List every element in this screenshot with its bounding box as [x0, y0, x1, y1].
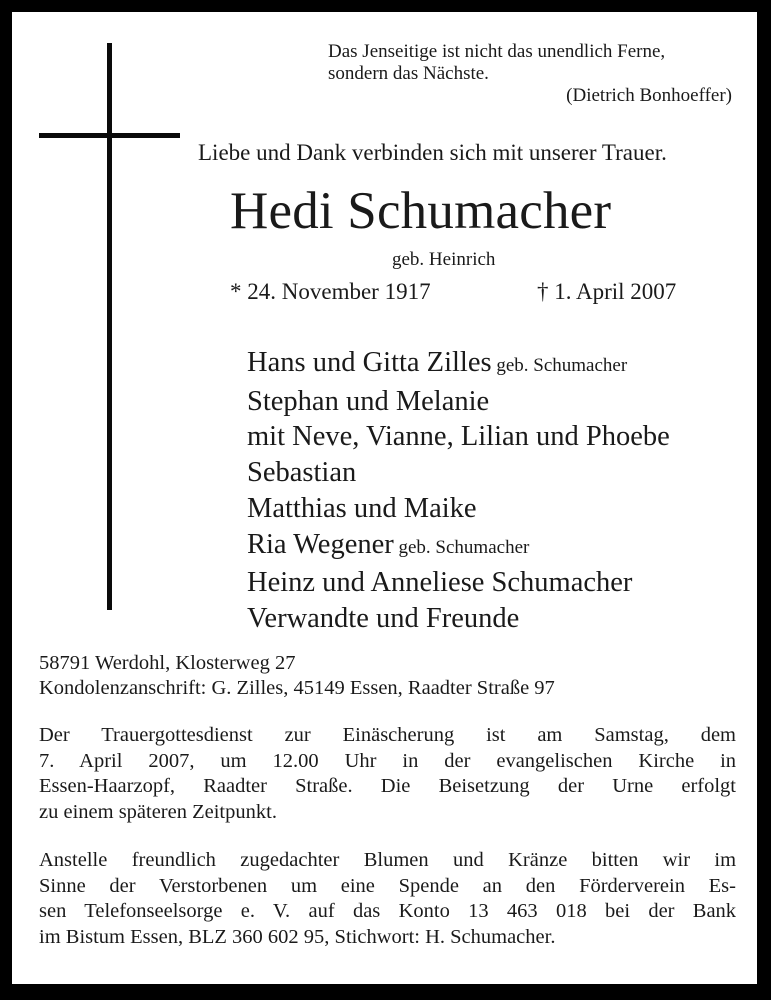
mourner-row	[247, 601, 670, 637]
mourner-name: Verwandte und Freunde	[247, 602, 520, 634]
obituary-notice	[12, 12, 757, 984]
mourner-maiden-name: geb. Schumacher	[393, 536, 530, 558]
mourner-row	[247, 455, 670, 491]
epigraph-quote	[328, 41, 732, 107]
donation-paragraph	[39, 848, 736, 950]
home-address: 58791 Werdohl, Klosterweg 27	[39, 652, 296, 674]
paragraph-line: Der Trauergottesdienst zur Einäscherung ist am Samstag, dem	[39, 724, 736, 746]
mourner-row	[247, 345, 670, 384]
address-block	[39, 651, 555, 701]
maiden-name: geb. Heinrich	[392, 249, 496, 270]
thanks-line: Liebe und Dank verbinden sich mit unserer Trauer.	[198, 140, 667, 165]
mourners-list	[247, 345, 670, 637]
mourner-name: mit Neve, Vianne, Lilian und Phoebe	[247, 421, 670, 453]
condolence-address: Kondolenzanschrift: G. Zilles, 45149 Essen, Raadter Straße 97	[39, 677, 555, 699]
mourner-name: Ria Wegener	[247, 528, 394, 560]
service-paragraph	[39, 723, 736, 825]
mourner-name: Heinz und Anneliese Schumacher	[247, 567, 633, 599]
paragraph-line: Sinne der Verstorbenen um eine Spende an den Förderverein Es-	[39, 874, 736, 897]
mourner-row	[247, 565, 670, 601]
mourner-name: Sebastian	[247, 457, 357, 489]
cross-icon-vertical-bar	[107, 43, 112, 610]
death-date: † 1. April 2007	[537, 279, 677, 304]
paragraph-line: sen Telefonseelsorge e. V. auf das Konto 13 463 018 bei der Bank	[39, 900, 737, 922]
deceased-name: Hedi Schumacher	[230, 182, 612, 240]
mourner-name: Matthias und Maike	[247, 492, 477, 524]
paragraph-line: Anstelle freundlich zugedachter Blumen und Kränze bitten wir im	[39, 849, 737, 871]
mourner-row	[247, 527, 670, 566]
mourner-name: Hans und Gitta Zilles	[247, 347, 492, 378]
paragraph-line: 7. April 2007, um 12.00 Uhr in der evangelischen Kirche in	[39, 749, 737, 772]
quote-line: sondern das Nächste.	[328, 63, 489, 84]
mourner-row	[247, 491, 670, 527]
mourner-maiden-name: geb. Schumacher	[491, 355, 628, 376]
mourner-name: Stephan und Melanie	[247, 385, 490, 417]
quote-author: (Dietrich Bonhoeffer)	[566, 85, 732, 106]
quote-line: Das Jenseitige ist nicht das unendlich Ferne,	[328, 41, 666, 62]
cross-icon-horizontal-bar	[39, 133, 180, 138]
birth-date: * 24. November 1917	[230, 279, 431, 304]
paragraph-line: im Bistum Essen, BLZ 360 602 95, Stichwort: H. Schumacher.	[39, 925, 556, 948]
paragraph-line: zu einem späteren Zeitpunkt.	[39, 800, 277, 823]
mourner-row	[247, 384, 670, 420]
paragraph-line: Essen-Haarzopf, Raadter Straße. Die Beisetzung der Urne erfolgt	[39, 775, 736, 797]
mourner-row	[247, 419, 670, 455]
